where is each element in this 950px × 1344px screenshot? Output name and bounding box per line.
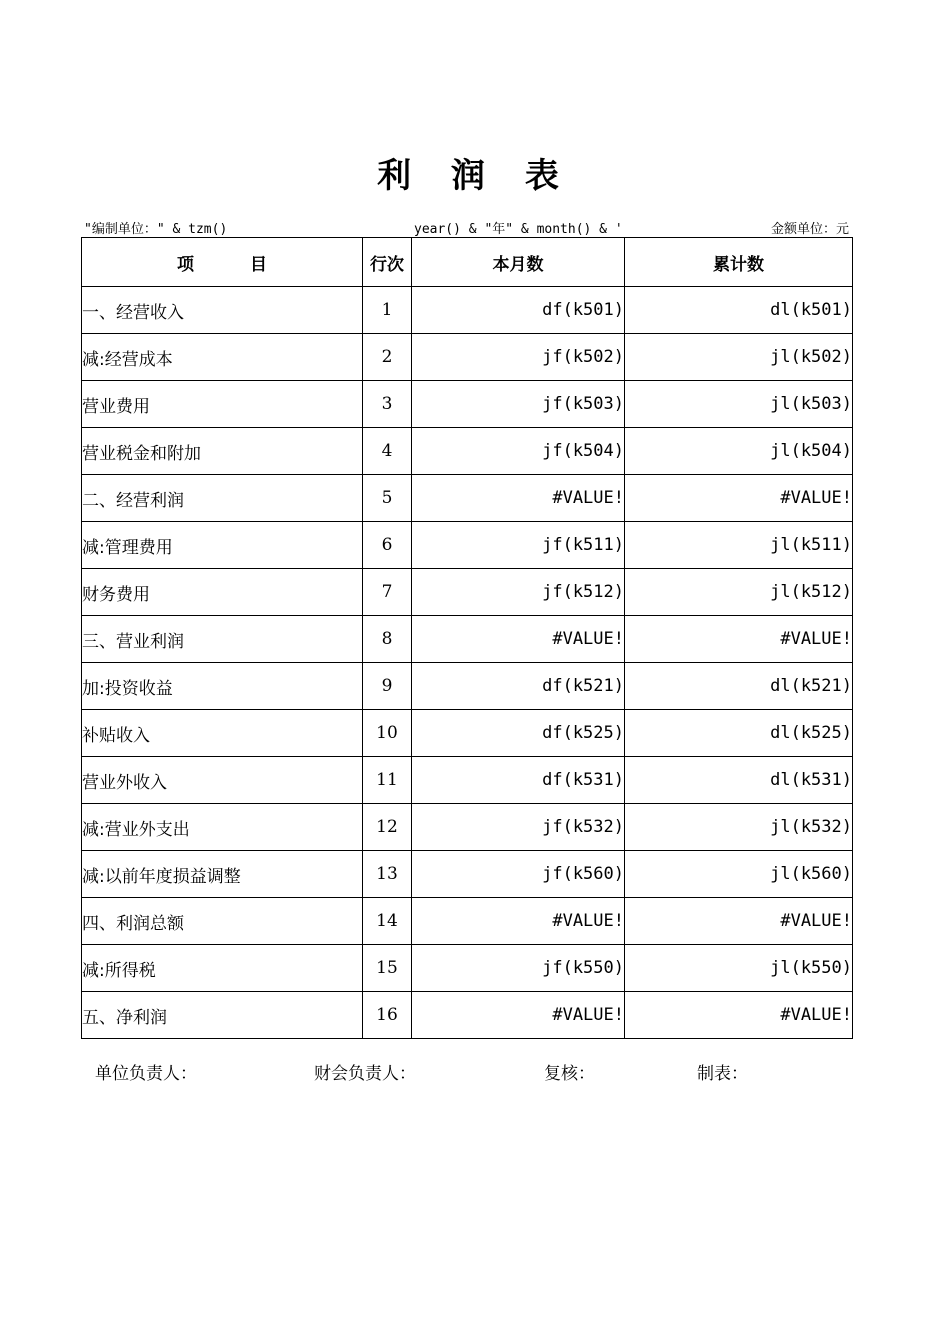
table-row [82,804,853,851]
compiler-label: "编制单位：" & tzm() [84,222,228,237]
row-cumulative-value: #VALUE! [625,898,853,945]
row-item-label: 减:经营成本 [82,334,363,381]
table-row [82,616,853,663]
table-row [82,898,853,945]
table-row [82,710,853,757]
table-row [82,287,853,334]
row-month-value: df(k501) [412,287,625,334]
row-month-value: #VALUE! [412,475,625,522]
row-month-value: df(k531) [412,757,625,804]
row-line-number: 6 [363,522,412,569]
report-title: 利 润 表 [377,156,573,196]
table-row [82,569,853,616]
table-row [82,663,853,710]
row-item-label: 减:管理费用 [82,522,363,569]
table-row [82,475,853,522]
row-cumulative-value: dl(k521) [625,663,853,710]
row-item-label: 一、经营收入 [82,287,363,334]
row-month-value: jf(k511) [412,522,625,569]
currency-unit-label: 金额单位：元 [770,222,849,237]
column-header-item: 项 目 [82,238,363,287]
row-cumulative-value: #VALUE! [625,475,853,522]
row-cumulative-value: jl(k503) [625,381,853,428]
row-item-label: 营业外收入 [82,757,363,804]
table-row [82,381,853,428]
row-line-number: 14 [363,898,412,945]
row-month-value: df(k525) [412,710,625,757]
row-month-value: #VALUE! [412,992,625,1039]
column-header-month: 本月数 [412,238,625,287]
period-label: year() & "年" & month() & ' [414,222,623,237]
row-item-label: 营业税金和附加 [82,428,363,475]
row-month-value: jf(k503) [412,381,625,428]
row-line-number: 1 [363,287,412,334]
row-item-label: 营业费用 [82,381,363,428]
row-item-label: 三、营业利润 [82,616,363,663]
row-line-number: 5 [363,475,412,522]
row-line-number: 8 [363,616,412,663]
table-row [82,522,853,569]
row-cumulative-value: jl(k532) [625,804,853,851]
row-item-label: 加:投资收益 [82,663,363,710]
row-cumulative-value: jl(k502) [625,334,853,381]
row-month-value: jf(k502) [412,334,625,381]
row-item-label: 四、利润总额 [82,898,363,945]
row-line-number: 3 [363,381,412,428]
unit-head-signature: 单位负责人： [95,1064,197,1084]
table-row [82,757,853,804]
row-line-number: 12 [363,804,412,851]
row-month-value: #VALUE! [412,616,625,663]
row-cumulative-value: jl(k511) [625,522,853,569]
row-month-value: jf(k504) [412,428,625,475]
table-row [82,334,853,381]
preparer-signature: 制表： [697,1064,748,1084]
row-line-number: 15 [363,945,412,992]
row-month-value: jf(k550) [412,945,625,992]
row-line-number: 16 [363,992,412,1039]
reviewer-signature: 复核： [544,1064,595,1084]
row-cumulative-value: dl(k531) [625,757,853,804]
row-cumulative-value: jl(k512) [625,569,853,616]
finance-head-signature: 财会负责人： [314,1064,416,1084]
table-header-row [82,238,853,287]
table-row [82,851,853,898]
row-month-value: jf(k532) [412,804,625,851]
row-cumulative-value: dl(k501) [625,287,853,334]
row-month-value: #VALUE! [412,898,625,945]
row-item-label: 减:以前年度损益调整 [82,851,363,898]
row-item-label: 减:营业外支出 [82,804,363,851]
row-month-value: jf(k512) [412,569,625,616]
row-item-label: 补贴收入 [82,710,363,757]
row-cumulative-value: jl(k550) [625,945,853,992]
row-line-number: 11 [363,757,412,804]
row-month-value: df(k521) [412,663,625,710]
row-line-number: 7 [363,569,412,616]
row-line-number: 2 [363,334,412,381]
column-header-cumulative: 累计数 [625,238,853,287]
row-item-label: 财务费用 [82,569,363,616]
row-cumulative-value: dl(k525) [625,710,853,757]
table-row [82,428,853,475]
table-row [82,992,853,1039]
table-row [82,945,853,992]
income-statement-table [81,237,853,1039]
row-item-label: 减:所得税 [82,945,363,992]
row-cumulative-value: jl(k560) [625,851,853,898]
row-cumulative-value: #VALUE! [625,616,853,663]
row-cumulative-value: #VALUE! [625,992,853,1039]
row-line-number: 13 [363,851,412,898]
row-cumulative-value: jl(k504) [625,428,853,475]
column-header-line: 行次 [363,238,412,287]
row-line-number: 4 [363,428,412,475]
row-line-number: 9 [363,663,412,710]
row-month-value: jf(k560) [412,851,625,898]
row-item-label: 五、净利润 [82,992,363,1039]
row-item-label: 二、经营利润 [82,475,363,522]
row-line-number: 10 [363,710,412,757]
